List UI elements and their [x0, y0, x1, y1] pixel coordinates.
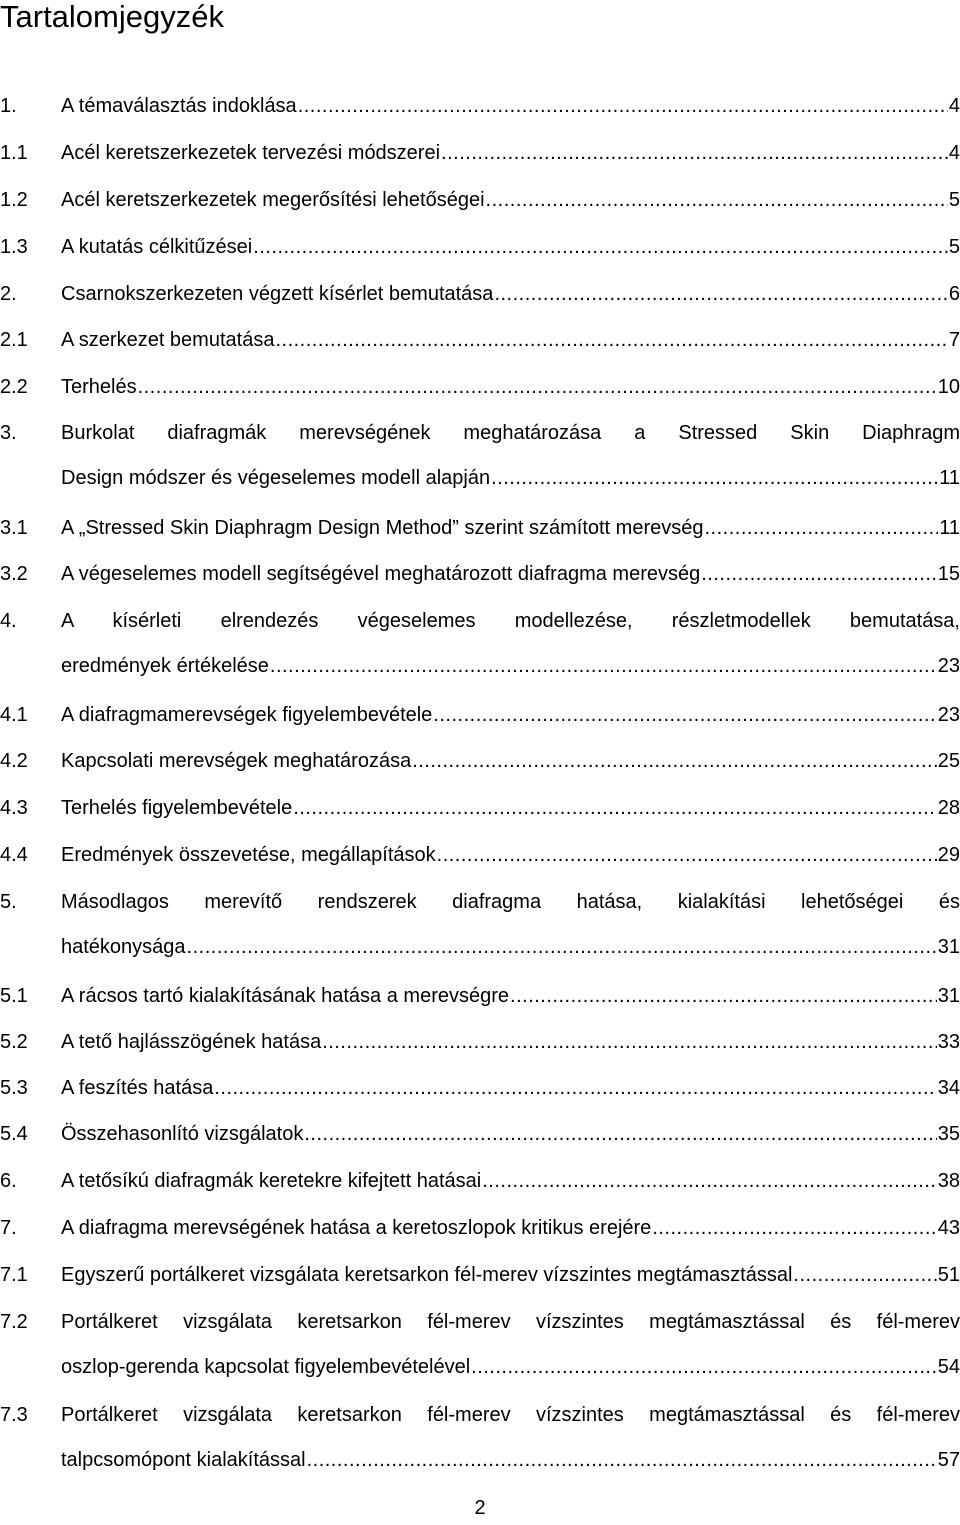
toc-entry-text: [61, 328, 960, 352]
toc-entry[interactable]: [0, 235, 960, 259]
toc-entry[interactable]: [0, 609, 960, 678]
toc-entry-number: 5.3: [0, 1077, 28, 1099]
toc-entry-line: [61, 1263, 960, 1287]
page-number: 2: [474, 1497, 486, 1519]
toc-dot-leader: [491, 466, 938, 490]
toc-entry-number: 2.2: [0, 376, 28, 398]
toc-entry-label[interactable]: Acél keretszerkezetek tervezési módszerei: [61, 142, 441, 164]
toc-dot-leader: [652, 1216, 936, 1240]
toc-entry-text: [61, 94, 960, 118]
toc-entry-text: [61, 1310, 960, 1379]
toc-entry-number: 6.: [0, 1170, 17, 1192]
toc-entry-page[interactable]: 34: [937, 1077, 960, 1099]
toc-entry[interactable]: [0, 562, 960, 586]
toc-entry[interactable]: [0, 421, 960, 490]
toc-entry[interactable]: [0, 1310, 960, 1379]
toc-entry-label[interactable]: Kapcsolati merevségek meghatározása: [61, 750, 412, 772]
toc-entry-label[interactable]: oszlop-gerenda kapcsolat figyelembevételével: [61, 1356, 471, 1378]
toc-entry[interactable]: [0, 282, 960, 306]
toc-entry-text: [61, 1263, 960, 1287]
toc-entry-label[interactable]: A diafragma merevségének hatása a keretoszlopok kritikus erejére: [61, 1217, 652, 1239]
toc-entry-page[interactable]: 11: [939, 517, 960, 539]
toc-entry-page[interactable]: 33: [937, 1031, 960, 1053]
toc-entry-page[interactable]: 57: [937, 1449, 960, 1471]
toc-dot-leader: [437, 843, 937, 867]
toc-dot-leader: [704, 516, 938, 540]
toc-entry[interactable]: [0, 890, 960, 959]
toc-entry-text: [61, 1216, 960, 1240]
toc-entry-number: 3.2: [0, 563, 28, 585]
toc-entry-line: [61, 1076, 960, 1100]
toc-entry-line: [61, 94, 960, 118]
toc-dot-leader: [471, 1355, 937, 1379]
toc-entry-label[interactable]: A diafragmamerevségek figyelembevétele: [61, 704, 433, 726]
toc-entry-number: 2.: [0, 283, 17, 305]
toc-entry-text: [61, 421, 960, 490]
toc-entry-line: [61, 1122, 960, 1146]
toc-entry-number: 2.1: [0, 329, 28, 351]
toc-entry-first-line: Burkolat diafragmák merevségének meghatározása a Stressed Skin Diaphragm: [61, 422, 960, 444]
toc-dot-leader: [214, 1076, 936, 1100]
toc-dot-leader: [433, 703, 936, 727]
toc-entry-line: [61, 466, 960, 490]
toc-entry-line: [61, 282, 960, 306]
toc-entry-number: 7.: [0, 1217, 17, 1239]
toc-entry-number: 1.2: [0, 189, 28, 211]
toc-dot-leader: [494, 282, 947, 306]
toc-entry-label[interactable]: A feszítés hatása: [61, 1077, 214, 1099]
toc-entry-label[interactable]: A „Stressed Skin Diaphragm Design Method” szerint számított merevség: [61, 517, 704, 539]
toc-entry-first-line: A kísérleti elrendezés végeselemes modellezése, részletmodellek bemutatása,: [61, 610, 960, 632]
toc-entry-line: [61, 1169, 960, 1193]
toc-entry-number: 5.: [0, 891, 17, 913]
toc-entry-label[interactable]: A témaválasztás indoklása: [61, 95, 297, 117]
toc-entry-line: [61, 703, 960, 727]
toc-entry[interactable]: [0, 1263, 960, 1287]
toc-entry-text: [61, 984, 960, 1008]
toc-entry-text: [61, 796, 960, 820]
toc-dot-leader: [793, 1263, 936, 1287]
toc-entry-page[interactable]: 4: [948, 95, 960, 117]
toc-entry-number: 5.2: [0, 1031, 28, 1053]
toc-entry-number: 5.1: [0, 985, 28, 1007]
toc-entry-label[interactable]: Összehasonlító vizsgálatok: [61, 1123, 304, 1145]
toc-entry-page[interactable]: 31: [937, 936, 960, 958]
toc-entry-number: 5.4: [0, 1123, 28, 1145]
toc-dot-leader: [482, 1169, 937, 1193]
toc-entry-page[interactable]: 10: [937, 376, 960, 398]
toc-entry-text: [61, 843, 960, 867]
toc-dot-leader: [270, 654, 937, 678]
toc-entry-label[interactable]: A tető hajlásszögének hatása: [61, 1031, 322, 1053]
toc-dot-leader: [298, 94, 948, 118]
toc-entry-page[interactable]: 35: [937, 1123, 960, 1145]
toc-entry-page[interactable]: 31: [937, 985, 960, 1007]
toc-entry-page[interactable]: 23: [937, 704, 960, 726]
toc-entry-label[interactable]: hatékonysága: [61, 936, 186, 958]
toc-entry-line: [61, 375, 960, 399]
toc-entry-text: [61, 516, 960, 540]
toc-dot-leader: [701, 562, 937, 586]
toc-entry-page[interactable]: 5: [948, 189, 960, 211]
toc-entry[interactable]: [0, 1403, 960, 1472]
toc-entry[interactable]: [0, 188, 960, 212]
toc-entry-text: [61, 703, 960, 727]
toc-entry-page[interactable]: 7: [948, 329, 960, 351]
toc-entry-label[interactable]: A szerkezet bemutatása: [61, 329, 275, 351]
toc-entry-page[interactable]: 23: [937, 655, 960, 677]
toc-entry[interactable]: [0, 1030, 960, 1054]
toc-entry-label[interactable]: Terhelés: [61, 376, 137, 398]
toc-entry[interactable]: [0, 94, 960, 118]
toc-entry-line: [61, 796, 960, 820]
toc-entry-label[interactable]: A végeselemes modell segítségével meghatározott diafragma merevség: [61, 563, 701, 585]
toc-entry-number: 4.1: [0, 704, 28, 726]
toc-entry-text: [61, 1122, 960, 1146]
toc-entry-line: [61, 562, 960, 586]
toc-dot-leader: [486, 188, 948, 212]
toc-entry-page[interactable]: 29: [937, 844, 960, 866]
toc-entry-page[interactable]: 25: [937, 750, 960, 772]
toc-entry[interactable]: [0, 984, 960, 1008]
toc-entry[interactable]: [0, 796, 960, 820]
toc-entry-label[interactable]: talpcsomópont kialakítással: [61, 1449, 306, 1471]
toc-entry-label[interactable]: A rácsos tartó kialakításának hatása a merevségre: [61, 985, 510, 1007]
toc-entry-line: [61, 1355, 960, 1379]
toc-dot-leader: [510, 984, 937, 1008]
toc-entry-label[interactable]: A kutatás célkitűzései: [61, 236, 253, 258]
toc-entry-first-line: Portálkeret vizsgálata keretsarkon fél-merev vízszintes megtámasztással és fél-merev: [61, 1311, 960, 1333]
toc-entry-text: [61, 1030, 960, 1054]
toc-entry-page[interactable]: 4: [948, 142, 960, 164]
toc-dot-leader: [187, 935, 937, 959]
toc-entry-line: [61, 516, 960, 540]
toc-entry[interactable]: [0, 843, 960, 867]
toc-entry[interactable]: [0, 1169, 960, 1193]
toc-entry-label[interactable]: Acél keretszerkezetek megerősítési lehetőségei: [61, 189, 485, 211]
toc-dot-leader: [412, 749, 937, 773]
toc-entry[interactable]: [0, 141, 960, 165]
toc-entry-number: 4.: [0, 610, 17, 632]
toc-entry-text: [61, 141, 960, 165]
toc-entry-text: [61, 562, 960, 586]
toc-entry[interactable]: [0, 749, 960, 773]
toc-entry-line: [61, 1030, 960, 1054]
toc-dot-leader: [253, 235, 948, 259]
toc-entry-line: [61, 749, 960, 773]
toc-entry-label[interactable]: Eredmények összevetése, megállapítások: [61, 844, 436, 866]
toc-dot-leader: [322, 1030, 937, 1054]
toc-entry-text: [61, 235, 960, 259]
toc-entry-number: 7.1: [0, 1264, 28, 1286]
toc-entry-first-line: Portálkeret vizsgálata keretsarkon fél-merev vízszintes megtámasztással és fél-merev: [61, 1404, 960, 1426]
toc-entry-number: 4.4: [0, 844, 28, 866]
toc-dot-leader: [275, 328, 947, 352]
toc-entry-number: 3.: [0, 422, 17, 444]
toc-entry-number: 4.3: [0, 797, 28, 819]
toc-entry-line: [61, 1448, 960, 1472]
toc-entry-number: 7.2: [0, 1311, 28, 1333]
toc-entry-page[interactable]: 28: [937, 797, 960, 819]
toc-entry-line: [61, 328, 960, 352]
toc-entry[interactable]: [0, 516, 960, 540]
toc-entry-page[interactable]: 38: [937, 1170, 960, 1192]
toc-entry[interactable]: [0, 375, 960, 399]
toc-entry-page[interactable]: 54: [937, 1356, 960, 1378]
toc-entry-line: [61, 188, 960, 212]
toc-entry[interactable]: [0, 1076, 960, 1100]
toc-entry[interactable]: [0, 1122, 960, 1146]
toc-entry-number: 1.: [0, 95, 17, 117]
toc-entry-line: [61, 984, 960, 1008]
toc-entry-text: [61, 749, 960, 773]
toc-entry-number: 3.1: [0, 517, 28, 539]
toc-entry-page[interactable]: 6: [948, 283, 960, 305]
toc-entry-text: [61, 1169, 960, 1193]
toc-dot-leader: [293, 796, 937, 820]
toc-entry-number: 7.3: [0, 1404, 28, 1426]
toc-entry-text: [61, 375, 960, 399]
toc-entry-page[interactable]: 15: [937, 563, 960, 585]
toc-entry-text: [61, 890, 960, 959]
toc-entry-number: 1.1: [0, 142, 28, 164]
toc-entry-line: [61, 935, 960, 959]
toc-entry-label[interactable]: eredmények értékelése: [61, 655, 269, 677]
toc-entry-page[interactable]: 5: [948, 236, 960, 258]
toc-dot-leader: [138, 375, 937, 399]
toc-dot-leader: [304, 1122, 936, 1146]
toc-entry-line: [61, 141, 960, 165]
toc-entry-label[interactable]: Egyszerű portálkeret vizsgálata keretsarkon fél-merev vízszintes megtámasztással: [61, 1264, 793, 1286]
toc-entry-number: 4.2: [0, 750, 28, 772]
toc-entry-line: [61, 654, 960, 678]
toc-entry-text: [61, 609, 960, 678]
toc-entry-page[interactable]: 51: [937, 1264, 960, 1286]
toc-entry-line: [61, 235, 960, 259]
toc-entry-page[interactable]: 43: [937, 1217, 960, 1239]
toc-entry-first-line: Másodlagos merevítő rendszerek diafragma hatása, kialakítási lehetőségei és: [61, 891, 960, 913]
toc-dot-leader: [307, 1448, 937, 1472]
toc-entry-label[interactable]: Design módszer és végeselemes modell alapján: [61, 467, 491, 489]
toc-entry-number: 1.3: [0, 236, 28, 258]
toc-entry[interactable]: [0, 1216, 960, 1240]
toc-entry-text: [61, 188, 960, 212]
toc-entry[interactable]: [0, 703, 960, 727]
toc-dot-leader: [441, 141, 948, 165]
toc-entry-text: [61, 1076, 960, 1100]
toc-title: Tartalomjegyzék: [0, 0, 224, 34]
toc-entry-label[interactable]: Terhelés figyelembevétele: [61, 797, 293, 819]
toc-entry-label[interactable]: Csarnokszerkezeten végzett kísérlet bemutatása: [61, 283, 494, 305]
toc-entry-text: [61, 1403, 960, 1472]
toc-entry[interactable]: [0, 328, 960, 352]
toc-entry-page[interactable]: 11: [939, 467, 960, 489]
toc-entry-line: [61, 1216, 960, 1240]
toc-entry-text: [61, 282, 960, 306]
toc-entry-line: [61, 843, 960, 867]
toc-entry-label[interactable]: A tetősíkú diafragmák keretekre kifejtett hatásai: [61, 1170, 482, 1192]
